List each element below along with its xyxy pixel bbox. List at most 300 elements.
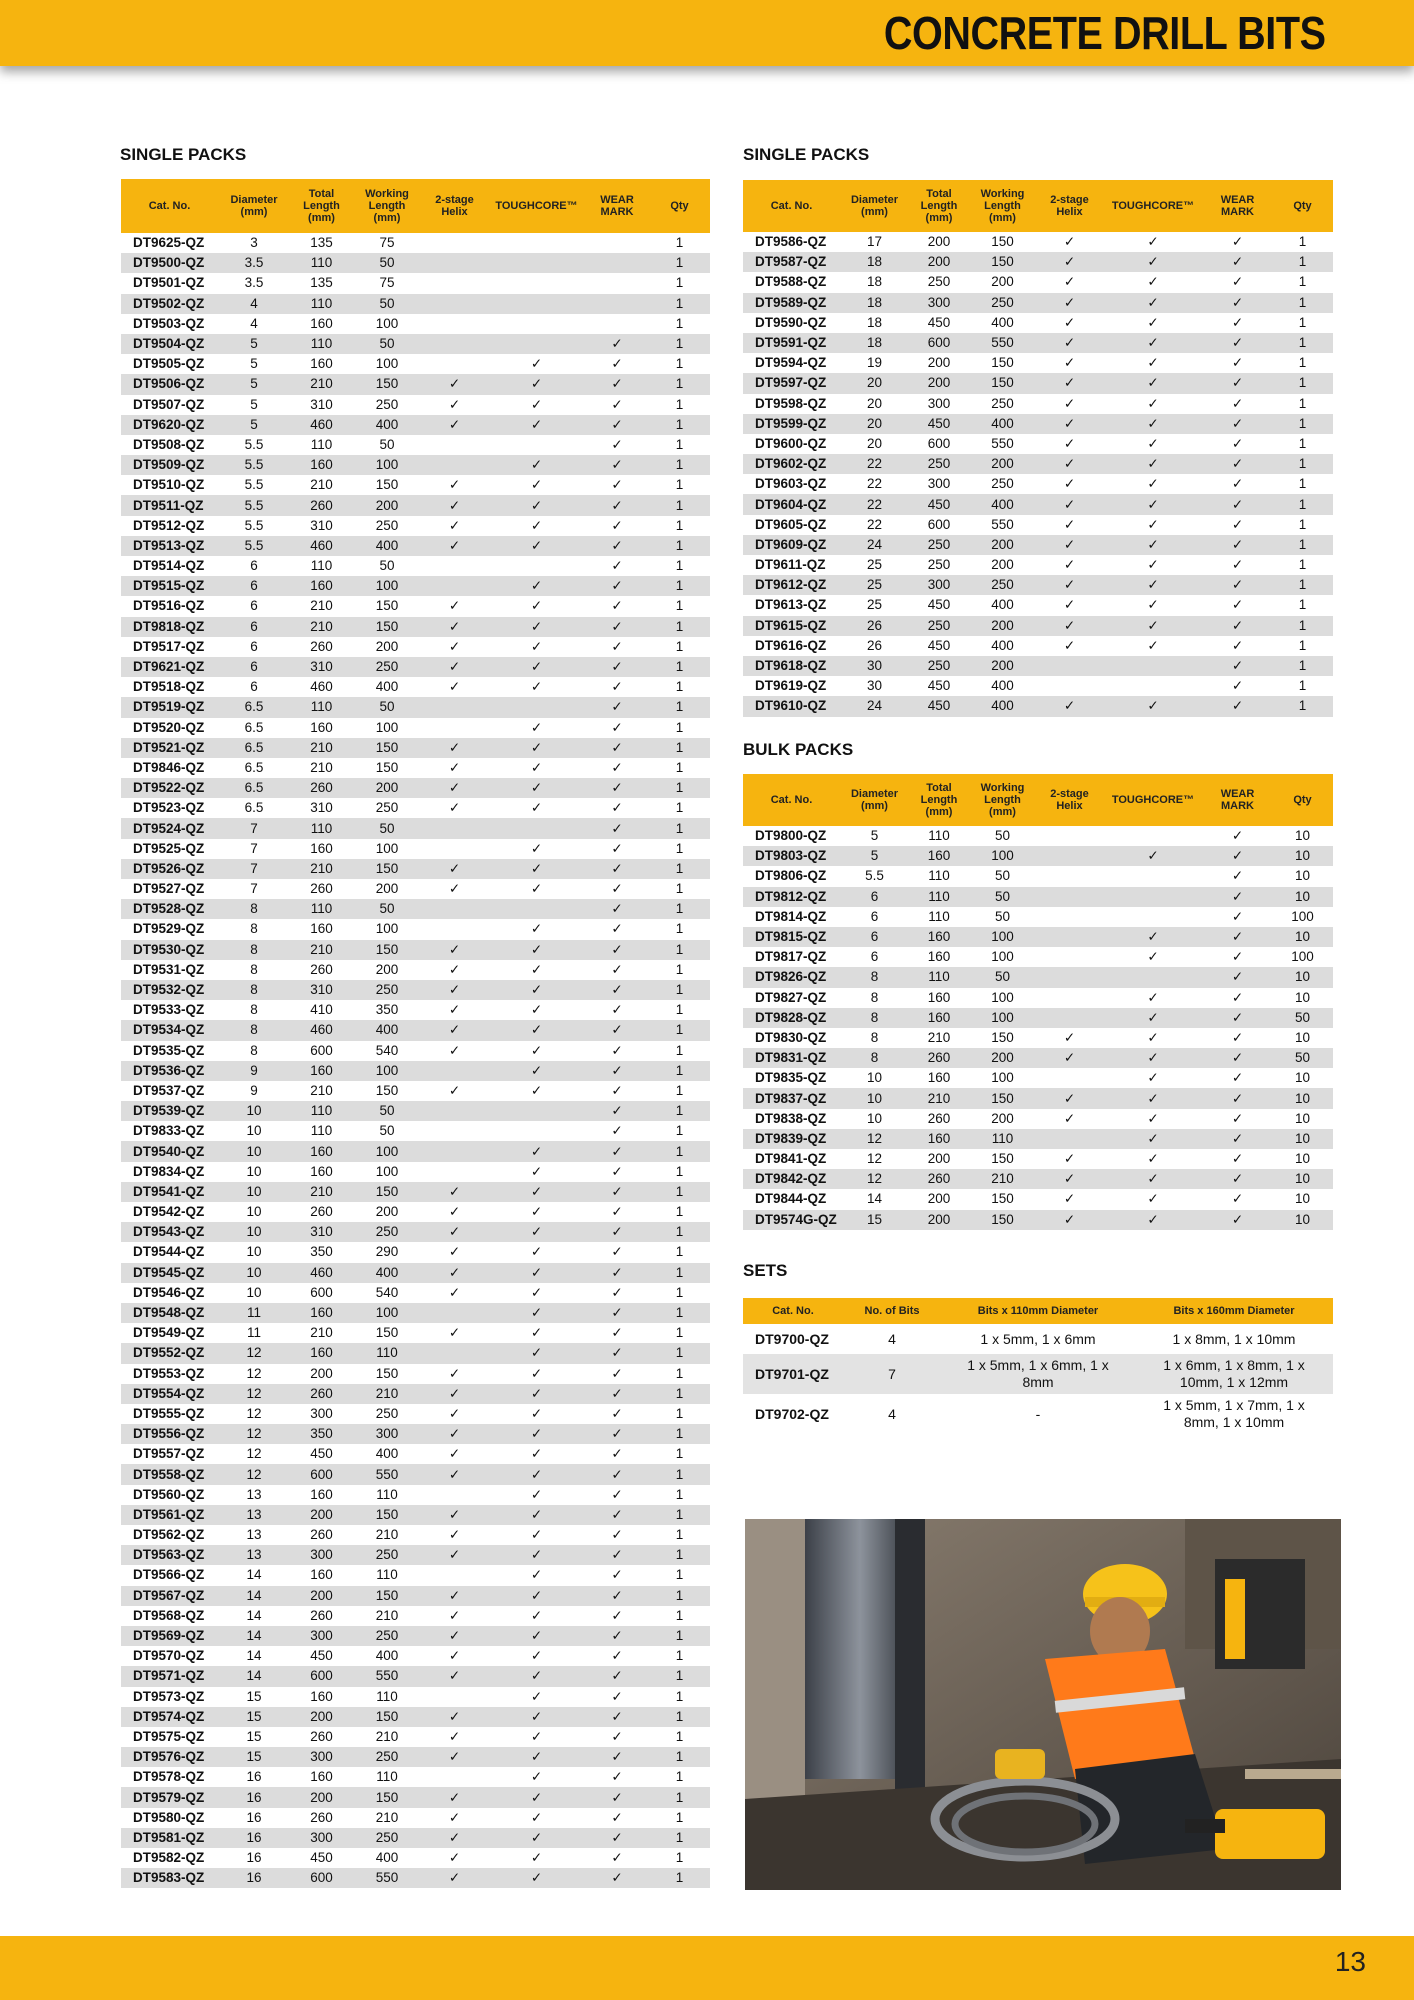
table-cell: ✓ <box>530 1648 543 1664</box>
table-cell: ✓ <box>488 1020 585 1040</box>
cat-no-cell: DT9599-QZ <box>743 414 840 434</box>
cat-no-cell: DT9571-QZ <box>121 1666 218 1686</box>
table-cell: 1 <box>675 679 684 695</box>
table-cell <box>488 1121 585 1141</box>
table-cell: 110 <box>290 899 353 919</box>
table-cell: 400 <box>353 415 421 435</box>
cat-no-cell: DT9555-QZ <box>133 1405 205 1421</box>
cat-no-cell: DT9597-QZ <box>743 373 840 393</box>
table-cell: 5 <box>218 415 290 435</box>
bulk-packs-table <box>743 774 1333 1230</box>
table-cell: ✓ <box>421 374 488 394</box>
table-cell: 150 <box>991 234 1014 250</box>
table-cell: ✓ <box>1103 535 1203 555</box>
table-cell: 5.5 <box>865 868 884 884</box>
table-cell: ✓ <box>1203 927 1272 947</box>
table-cell: ✓ <box>1203 575 1272 595</box>
table-cell: ✓ <box>611 517 623 533</box>
cat-no-cell: DT9842-QZ <box>743 1169 840 1189</box>
table-cell: 350 <box>310 1244 333 1260</box>
table-cell: 1 <box>1272 696 1333 716</box>
table-row <box>121 1323 710 1343</box>
cat-no-cell: DT9587-QZ <box>743 252 840 272</box>
table-cell: 75 <box>379 275 395 291</box>
cat-no-cell: DT9548-QZ <box>121 1303 218 1323</box>
table-cell: 1 <box>1298 355 1307 371</box>
table-cell: 24 <box>840 535 909 555</box>
table-row <box>121 1727 710 1747</box>
cat-no-cell: DT9701-QZ <box>743 1354 843 1394</box>
table-cell: 110 <box>909 887 969 907</box>
table-row <box>121 1061 710 1081</box>
table-row <box>121 435 710 455</box>
table-cell: ✓ <box>1231 355 1244 371</box>
table-cell: ✓ <box>1036 252 1103 272</box>
table-cell <box>488 233 585 253</box>
cat-no-cell: DT9827-QZ <box>755 989 827 1005</box>
table-cell: 50 <box>379 558 395 574</box>
table-cell: 50 <box>353 253 421 273</box>
table-cell: 11 <box>246 1325 261 1341</box>
table-cell <box>421 294 488 314</box>
table-row <box>121 798 710 818</box>
table-cell: ✓ <box>1036 1048 1103 1068</box>
table-cell: 1 <box>675 1486 684 1502</box>
table-cell <box>421 1141 488 1161</box>
table-cell: 10 <box>218 1222 290 1242</box>
table-cell: 600 <box>927 435 951 451</box>
table-cell: 150 <box>375 1325 399 1341</box>
cat-no-cell: DT9520-QZ <box>133 719 205 735</box>
table-cell: ✓ <box>585 1141 649 1161</box>
table-cell: ✓ <box>530 1204 543 1220</box>
table-cell: 100 <box>991 1070 1014 1086</box>
table-cell: 10 <box>218 1263 290 1283</box>
table-cell: ✓ <box>1231 1151 1244 1167</box>
table-cell: 100 <box>1291 949 1314 965</box>
table-cell: 460 <box>310 679 333 695</box>
table-row <box>121 455 710 475</box>
table-cell <box>1103 967 1203 987</box>
table-header-row <box>743 1298 1333 1324</box>
table-cell: ✓ <box>448 1446 461 1462</box>
section-title-bulk-packs: BULK PACKS <box>743 740 854 759</box>
table-cell: 160 <box>909 1129 969 1149</box>
table-cell: ✓ <box>488 1263 585 1283</box>
cat-no-cell: DT9582-QZ <box>133 1850 205 1866</box>
cat-no-cell: DT9594-QZ <box>755 355 827 371</box>
column-header: Bits x 160mm Diameter <box>1135 1298 1333 1324</box>
table-cell: ✓ <box>585 1222 649 1242</box>
table-cell: ✓ <box>1203 252 1272 272</box>
cat-no-cell: DT9523-QZ <box>133 800 205 816</box>
table-cell: 3.5 <box>244 275 264 291</box>
table-cell: 5 <box>218 334 290 354</box>
table-cell: 200 <box>909 1210 969 1230</box>
table-cell: 150 <box>375 1082 399 1098</box>
table-cell: 550 <box>353 1464 421 1484</box>
table-cell <box>1036 846 1103 866</box>
table-cell: 210 <box>375 1527 399 1543</box>
table-cell: ✓ <box>1147 274 1159 290</box>
table-cell: 5.5 <box>218 495 290 515</box>
table-cell: 450 <box>310 1850 333 1866</box>
table-cell: ✓ <box>1103 414 1203 434</box>
table-cell: ✓ <box>421 536 488 556</box>
table-cell: ✓ <box>1036 373 1103 393</box>
cat-no-cell: DT9590-QZ <box>755 314 827 330</box>
table-cell: 8 <box>840 967 909 987</box>
table-cell: ✓ <box>1103 293 1203 313</box>
table-cell: 10 <box>1294 828 1311 844</box>
table-cell: 250 <box>353 1828 421 1848</box>
cat-no-cell: DT9516-QZ <box>133 598 205 614</box>
table-cell: ✓ <box>488 940 585 960</box>
table-cell: ✓ <box>530 1365 543 1381</box>
table-cell: 160 <box>310 356 333 372</box>
table-cell: 100 <box>375 719 399 735</box>
table-cell: ✓ <box>1103 252 1203 272</box>
table-row <box>121 1848 710 1868</box>
table-cell: 6 <box>250 558 258 574</box>
cat-no-cell: DT9542-QZ <box>133 1204 205 1220</box>
cat-no-cell: DT9543-QZ <box>121 1222 218 1242</box>
table-cell: ✓ <box>1231 1191 1244 1207</box>
table-cell: ✓ <box>611 800 623 816</box>
table-row <box>121 859 710 879</box>
table-cell: 10 <box>218 1182 290 1202</box>
cat-no-cell: DT9533-QZ <box>133 1002 205 1018</box>
table-cell: 75 <box>379 235 395 251</box>
table-cell: 1 <box>649 294 710 314</box>
table-row <box>121 415 710 435</box>
table-cell <box>488 435 585 455</box>
table-cell: ✓ <box>611 719 623 735</box>
column-header: Bits x 110mm Diameter <box>941 1298 1135 1324</box>
table-cell: ✓ <box>1036 454 1103 474</box>
table-cell: 1 <box>675 477 684 493</box>
table-row <box>743 676 1333 696</box>
table-cell: ✓ <box>611 1850 623 1866</box>
table-cell: 1 <box>649 253 710 273</box>
table-cell: ✓ <box>1231 516 1244 532</box>
table-cell: ✓ <box>1103 373 1203 393</box>
table-cell: 400 <box>991 678 1014 694</box>
cat-no-cell: DT9566-QZ <box>133 1567 205 1583</box>
table-cell: ✓ <box>1063 314 1076 330</box>
table-cell: 250 <box>969 575 1036 595</box>
cat-no-cell: DT9569-QZ <box>121 1626 218 1646</box>
table-cell: 1 <box>649 1222 710 1242</box>
table-cell: 20 <box>866 395 883 411</box>
table-cell: 135 <box>310 235 333 251</box>
table-cell: 100 <box>353 1061 421 1081</box>
table-cell: 8 <box>840 1048 909 1068</box>
cat-no-cell: DT9828-QZ <box>743 1008 840 1028</box>
table-row <box>121 374 710 394</box>
cat-no-cell: DT9573-QZ <box>133 1688 205 1704</box>
table-cell: ✓ <box>1203 846 1272 866</box>
table-cell: ✓ <box>488 980 585 1000</box>
table-cell: 12 <box>246 1446 262 1462</box>
table-cell: 150 <box>375 759 399 775</box>
table-cell: 260 <box>310 961 333 977</box>
table-cell: 1 <box>649 1586 710 1606</box>
table-cell: ✓ <box>530 1728 543 1744</box>
table-cell: 100 <box>991 989 1014 1005</box>
table-cell: ✓ <box>448 1648 461 1664</box>
table-cell: 210 <box>375 1728 399 1744</box>
table-cell <box>421 233 488 253</box>
table-cell: ✓ <box>585 899 649 919</box>
table-cell <box>421 556 488 576</box>
table-cell: ✓ <box>611 1204 623 1220</box>
table-cell: ✓ <box>1103 575 1203 595</box>
table-cell: 100 <box>969 927 1036 947</box>
table-cell: 100 <box>969 846 1036 866</box>
cat-no-cell: DT9611-QZ <box>755 557 826 573</box>
table-cell: 8 <box>840 1008 909 1028</box>
table-row <box>743 232 1333 252</box>
table-cell: 110 <box>909 967 969 987</box>
table-cell: ✓ <box>611 1809 623 1825</box>
table-cell: ✓ <box>1231 557 1244 573</box>
column-header: Qty <box>1272 774 1333 826</box>
table-cell: ✓ <box>1036 1169 1103 1189</box>
table-cell: 1 x 5mm, 1 x 6mm, 1 x 8mm <box>941 1354 1135 1394</box>
section-title-single-packs-left: SINGLE PACKS <box>120 145 247 164</box>
table-cell: 600 <box>310 1284 333 1300</box>
table-cell: 1 <box>675 638 684 654</box>
table-cell: 550 <box>991 516 1014 532</box>
table-cell: 10 <box>1294 989 1311 1005</box>
table-row <box>121 596 710 616</box>
table-cell: 210 <box>969 1169 1036 1189</box>
cat-no-cell: DT9610-QZ <box>743 696 840 716</box>
table-cell: ✓ <box>1203 1088 1272 1108</box>
table-cell: ✓ <box>421 1626 488 1646</box>
table-cell: ✓ <box>1036 1088 1103 1108</box>
table-cell: 10 <box>1272 846 1333 866</box>
table-row <box>121 516 710 536</box>
table-row <box>121 818 710 838</box>
table-cell: ✓ <box>585 1020 649 1040</box>
table-cell: ✓ <box>1203 454 1272 474</box>
table-cell: 5 <box>840 846 909 866</box>
table-cell: ✓ <box>611 1002 623 1018</box>
table-cell: ✓ <box>1103 1008 1203 1028</box>
table-cell: 110 <box>376 1486 398 1502</box>
table-cell: 5 <box>250 396 258 412</box>
table-cell: ✓ <box>488 1303 585 1323</box>
table-cell: 50 <box>969 887 1036 907</box>
table-cell: 22 <box>866 476 883 492</box>
column-header: Cat. No. <box>743 1298 843 1324</box>
table-cell: 6 <box>250 638 258 654</box>
cat-no-cell: DT9844-QZ <box>755 1191 827 1207</box>
table-cell: 150 <box>991 1151 1014 1167</box>
table-cell <box>421 899 488 919</box>
table-row <box>121 1868 710 1888</box>
cat-no-cell: DT9576-QZ <box>121 1747 218 1767</box>
table-cell: 1 <box>675 961 684 977</box>
table-cell: 7 <box>250 881 258 897</box>
column-header: TOUGHCORE™ <box>1103 180 1203 232</box>
table-cell: ✓ <box>1063 476 1076 492</box>
cat-no-cell: DT9505-QZ <box>133 356 205 372</box>
table-cell <box>421 334 488 354</box>
cat-no-cell: DT9513-QZ <box>121 536 218 556</box>
table-row <box>743 494 1333 514</box>
table-cell: ✓ <box>1063 355 1076 371</box>
table-cell: 310 <box>290 1222 353 1242</box>
table-row <box>121 233 710 253</box>
table-cell: ✓ <box>488 1222 585 1242</box>
table-cell: 150 <box>969 252 1036 272</box>
table-cell: 100 <box>991 949 1014 965</box>
table-cell: ✓ <box>488 1141 585 1161</box>
table-cell: ✓ <box>585 617 649 637</box>
table-cell: 26 <box>866 637 883 653</box>
table-cell: ✓ <box>530 638 543 654</box>
cat-no-cell: DT9812-QZ <box>743 887 840 907</box>
table-cell: 1 <box>1272 414 1333 434</box>
column-header: Working Length (mm) <box>353 179 421 233</box>
table-row <box>743 474 1333 494</box>
column-header: Cat. No. <box>121 179 218 233</box>
table-cell <box>585 233 649 253</box>
table-cell: 6 <box>840 927 909 947</box>
table-cell <box>421 314 488 334</box>
table-cell: 1 <box>675 881 684 897</box>
table-cell: ✓ <box>585 778 649 798</box>
column-header: Diameter (mm) <box>218 179 290 233</box>
column-header: Total Length (mm) <box>909 180 969 232</box>
table-cell: 1 <box>675 1809 684 1825</box>
table-cell: 250 <box>909 656 969 676</box>
table-row <box>121 1505 710 1525</box>
cat-no-cell: DT9503-QZ <box>133 315 205 331</box>
table-cell: ✓ <box>1203 656 1272 676</box>
table-cell: 16 <box>246 1850 262 1866</box>
table-cell: ✓ <box>421 1424 488 1444</box>
table-row <box>121 576 710 596</box>
table-cell: ✓ <box>488 1707 585 1727</box>
table-cell: ✓ <box>421 1747 488 1767</box>
cat-no-cell: DT9618-QZ <box>743 656 840 676</box>
table-cell: 10 <box>246 1284 262 1300</box>
table-cell: ✓ <box>530 598 543 614</box>
column-header: Total Length (mm) <box>909 774 969 826</box>
table-row <box>121 354 710 374</box>
table-cell: ✓ <box>488 495 585 515</box>
table-header-row <box>743 180 1333 232</box>
table-cell: 260 <box>290 495 353 515</box>
table-cell: ✓ <box>530 1446 543 1462</box>
table-cell: ✓ <box>611 1365 623 1381</box>
table-cell: 1 <box>675 1769 684 1785</box>
table-cell: ✓ <box>611 1082 623 1098</box>
table-cell: 25 <box>840 575 909 595</box>
column-header: Diameter (mm) <box>840 774 909 826</box>
table-cell: 210 <box>310 1325 333 1341</box>
table-cell: 450 <box>927 678 951 694</box>
table-cell: ✓ <box>1063 435 1076 451</box>
table-cell: 13 <box>246 1527 262 1543</box>
table-cell: ✓ <box>488 455 585 475</box>
table-cell: 310 <box>290 657 353 677</box>
table-cell: ✓ <box>448 1042 461 1058</box>
cat-no-cell: DT9570-QZ <box>133 1648 205 1664</box>
table-cell: 14 <box>246 1607 262 1623</box>
table-cell: ✓ <box>585 1343 649 1363</box>
table-cell: ✓ <box>530 1527 543 1543</box>
table-cell: 7 <box>218 818 290 838</box>
table-cell: 1 <box>675 800 684 816</box>
table-cell: 10 <box>246 1123 262 1139</box>
table-cell: 1 <box>649 859 710 879</box>
table-cell: 135 <box>310 275 333 291</box>
table-cell: 210 <box>353 1384 421 1404</box>
table-row <box>121 1444 710 1464</box>
table-cell: 1 <box>675 1648 684 1664</box>
table-cell: 1 <box>675 1123 684 1139</box>
table-cell: - <box>1035 1405 1041 1422</box>
table-cell: 150 <box>969 373 1036 393</box>
table-cell: ✓ <box>488 415 585 435</box>
table-cell: 460 <box>290 1263 353 1283</box>
table-cell: 200 <box>290 1787 353 1807</box>
table-cell: ✓ <box>1231 435 1244 451</box>
table-cell: ✓ <box>530 1486 543 1502</box>
table-cell: 210 <box>310 477 333 493</box>
table-cell: ✓ <box>1203 494 1272 514</box>
table-cell <box>421 354 488 374</box>
table-cell: ✓ <box>1147 314 1159 330</box>
table-cell: ✓ <box>611 1567 623 1583</box>
table-cell <box>1036 676 1103 696</box>
column-header: 2-stage Helix <box>1036 774 1103 826</box>
cat-no-cell: DT9529-QZ <box>133 921 205 937</box>
table-cell: 150 <box>353 1586 421 1606</box>
table-cell: 10 <box>1294 1191 1311 1207</box>
table-cell: 50 <box>1272 1008 1333 1028</box>
table-cell: 1 <box>675 598 684 614</box>
table-cell: ✓ <box>530 477 543 493</box>
table-cell: 600 <box>290 1666 353 1686</box>
table-cell: 6.5 <box>244 800 264 816</box>
table-row <box>743 454 1333 474</box>
table-cell: ✓ <box>1036 535 1103 555</box>
table-cell <box>421 1303 488 1323</box>
table-cell: 150 <box>991 1029 1014 1045</box>
table-cell: ✓ <box>530 1809 543 1825</box>
table-cell: 18 <box>840 252 909 272</box>
table-cell: 200 <box>991 274 1014 290</box>
table-cell: 1 <box>649 576 710 596</box>
table-row <box>121 1343 710 1363</box>
table-cell: 210 <box>375 1607 399 1623</box>
table-cell: ✓ <box>530 1607 543 1623</box>
table-row <box>121 1646 710 1666</box>
table-cell: ✓ <box>448 1728 461 1744</box>
table-cell: ✓ <box>585 1464 649 1484</box>
table-cell: ✓ <box>530 1163 543 1179</box>
table-cell: ✓ <box>421 859 488 879</box>
table-cell: 300 <box>909 293 969 313</box>
cat-no-cell: DT9521-QZ <box>121 738 218 758</box>
table-cell: ✓ <box>1063 597 1076 613</box>
